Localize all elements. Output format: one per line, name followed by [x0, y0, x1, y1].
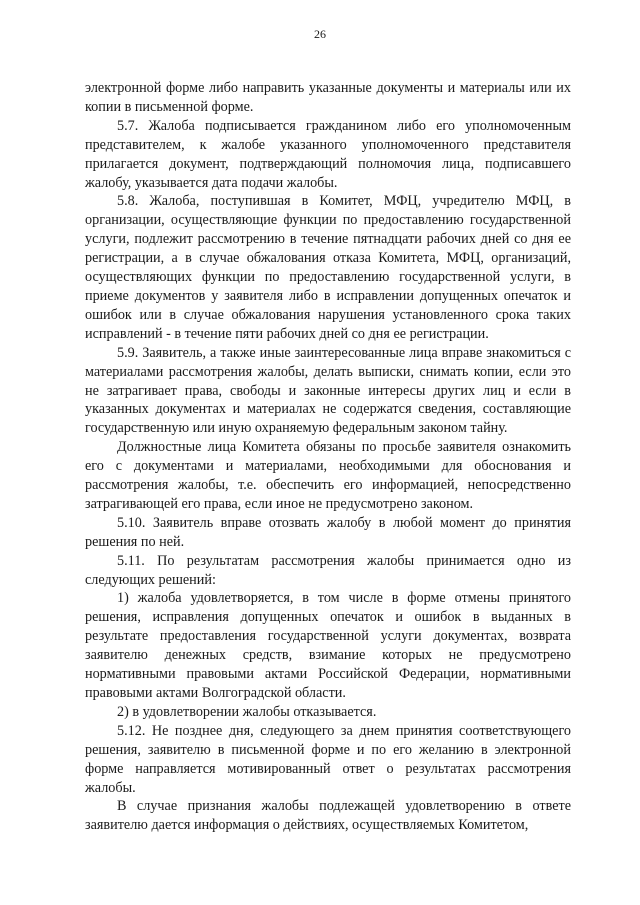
- paragraph-continuation: электронной форме либо направить указанные документы и материалы или их копии в письменной форме.: [85, 80, 571, 115]
- paragraph-decision-1: 1) жалоба удовлетворяется, в том числе в форме отмены принятого решения, исправления допущенных опечаток и ошибок в выданных в результате предоставления государственной услуги документах, возврата заявителю денежных средств, взимание которых не предусмотрено нормативными правовыми актами Российской Федерации, нормативными правовыми актами Волгоградской области.: [85, 590, 571, 701]
- paragraph-decision-2: 2) в удовлетворении жалобы отказывается.: [117, 703, 377, 720]
- page-number: 26: [314, 27, 326, 41]
- paragraph-5-8: 5.8. Жалоба, поступившая в Комитет, МФЦ, учредителю МФЦ, в организации, осуществляющие функции по предоставлению государственной услуги, подлежит рассмотрению в течение пятнадцати рабочих дней со дня ее регистрации, а в случае обжалования отказа Комитета, МФЦ, организаций, осуществляющих функции по предоставлению государственной услуги, в приеме документов у заявителя либо в исправлении допущенных опечаток и ошибок или в случае обжалования нарушения установленного срока таких исправлений - в течение пяти рабочих дней со дня ее регистрации.: [85, 193, 571, 342]
- paragraph-5-12: 5.12. Не позднее дня, следующего за днем принятия соответствующего решения, заявителю в письменной форме и по его желанию в электронной форме направляется мотивированный ответ о результатах рассмотрения жалобы.: [85, 722, 571, 796]
- paragraph-5-11: 5.11. По результатам рассмотрения жалобы принимается одно из следующих решений:: [85, 552, 571, 588]
- paragraph-5-9: 5.9. Заявитель, а также иные заинтересованные лица вправе знакомиться с материалами рассмотрения жалобы, делать выписки, снимать копии, если это не затрагивает права, свободы и законные интересы других лиц и если в указанных документах и материалах не содержатся сведения, составляющие государственную или иную охраняемую федеральным законом тайну.: [85, 344, 571, 437]
- paragraph-satisfaction: В случае признания жалобы подлежащей удовлетворению в ответе заявителю дается информация о действиях, осуществляемых Комитетом,: [85, 798, 571, 834]
- document-body: [85, 79, 571, 835]
- paragraph-5-7: 5.7. Жалоба подписывается гражданином либо его уполномоченным представителем, к жалобе указанного уполномоченного представителя прилагается документ, подтверждающий полномочия лица, подписавшего жалобу, указывается дата подачи жалобы.: [85, 117, 571, 191]
- paragraph-5-10: 5.10. Заявитель вправе отозвать жалобу в любой момент до принятия решения по ней.: [85, 514, 571, 550]
- paragraph-officials: Должностные лица Комитета обязаны по просьбе заявителя ознакомить его с документами и материалами, необходимыми для обоснования и рассмотрения жалобы, т.е. обеспечить его информацией, непосредственно затрагивающей его права, если иное не предусмотрено законом.: [85, 439, 571, 512]
